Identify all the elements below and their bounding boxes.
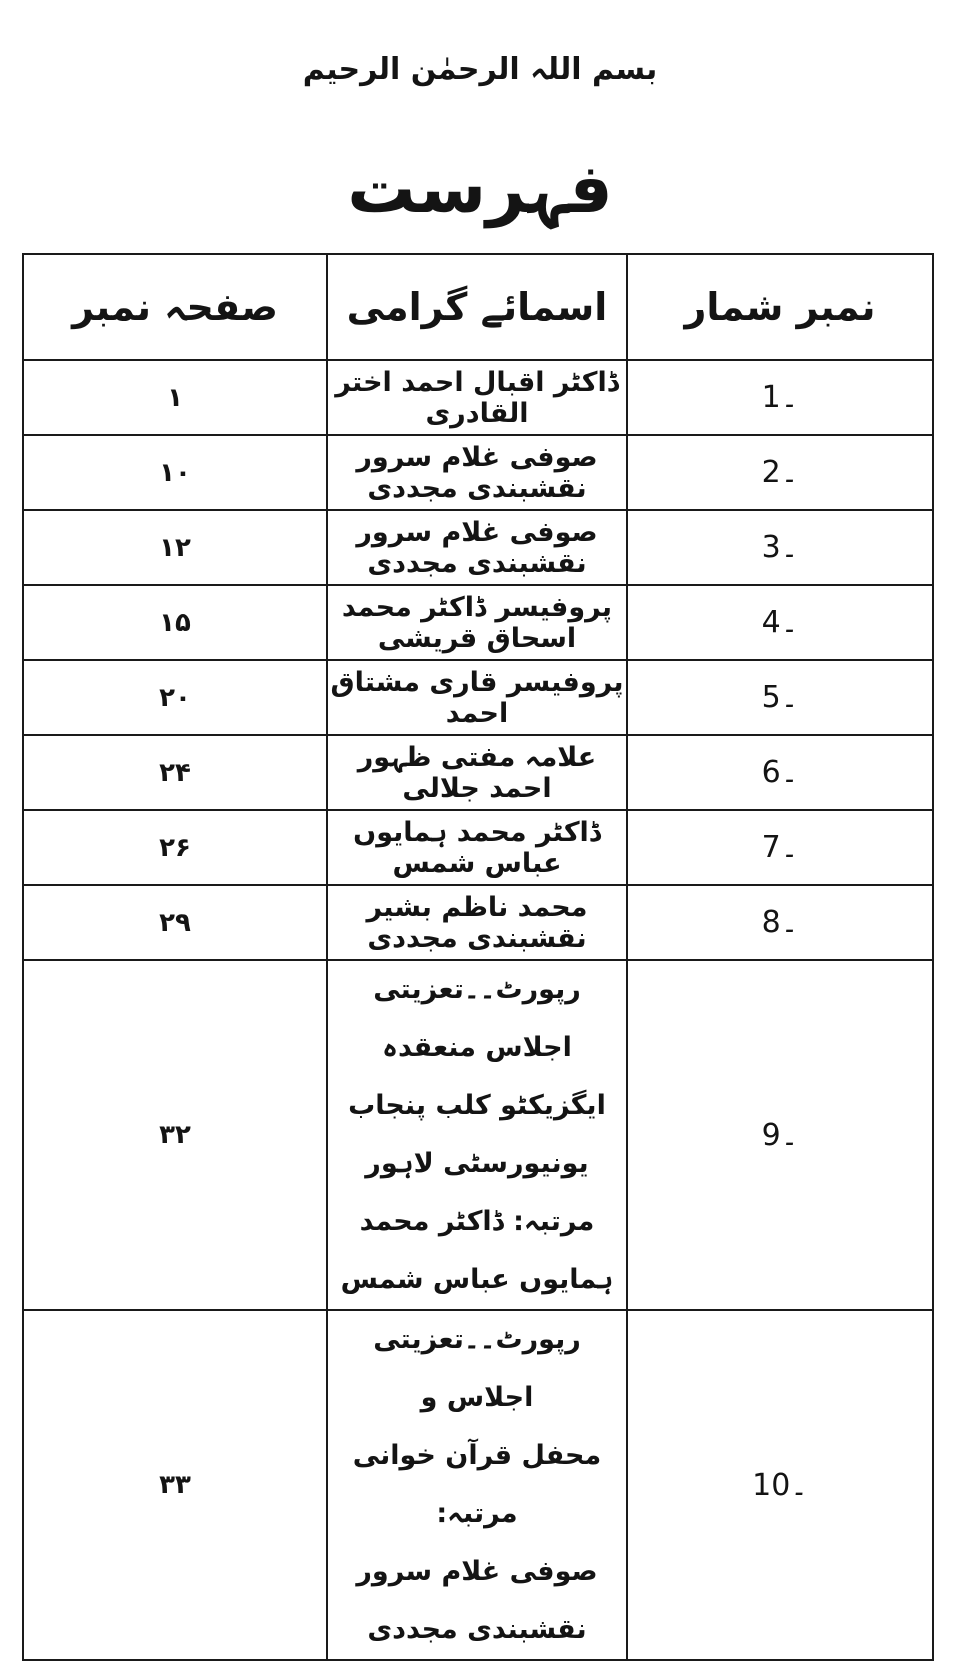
serial-cell: 9۔ — [627, 960, 933, 1310]
serial-cell: 8۔ — [627, 885, 933, 960]
column-header-page: صفحہ نمبر — [23, 254, 327, 360]
name-line: محفل قرآن خوانی — [352, 1440, 602, 1471]
table-row — [23, 960, 933, 1310]
page-number-cell: ۱۲ — [23, 510, 327, 585]
page-number-cell: ۳۳ — [23, 1310, 327, 1660]
serial-cell: 3۔ — [627, 510, 933, 585]
table-row — [23, 360, 933, 435]
name-line: مرتبہ: ڈاکٹر محمد ہمایوں عباس شمس — [340, 1206, 614, 1295]
name-line: صوفی غلام سرور نقشبندی مجددی — [356, 1556, 598, 1645]
serial-cell: 5۔ — [627, 660, 933, 735]
name-cell: پروفیسر ڈاکٹر محمد اسحاق قریشی — [327, 585, 627, 660]
contents-table — [22, 253, 934, 1661]
serial-cell: 2۔ — [627, 435, 933, 510]
serial-cell: 10۔ — [627, 1310, 933, 1660]
name-cell: ڈاکٹر اقبال احمد اختر القادری — [327, 360, 627, 435]
page-title: فہرست — [347, 150, 613, 229]
table-row — [23, 885, 933, 960]
serial-cell: 6۔ — [627, 735, 933, 810]
name-line: مرتبہ: — [436, 1498, 518, 1529]
page-number-cell: ۲۹ — [23, 885, 327, 960]
name-line: رپورٹ۔۔تعزیتی اجلاس منعقدہ — [373, 974, 581, 1063]
page-number-cell: ۱۵ — [23, 585, 327, 660]
table-row — [23, 810, 933, 885]
table-row — [23, 660, 933, 735]
page-number-cell: ۲۰ — [23, 660, 327, 735]
page-number-cell: ۲۴ — [23, 735, 327, 810]
name-cell: پروفیسر قاری مشتاق احمد — [327, 660, 627, 735]
table-row — [23, 1310, 933, 1660]
table-header-row — [23, 254, 933, 360]
table-row — [23, 510, 933, 585]
name-cell — [327, 960, 627, 1310]
name-cell: علامہ مفتی ظہور احمد جلالی — [327, 735, 627, 810]
page-number-cell: ۱۰ — [23, 435, 327, 510]
page-number-cell: ۲۶ — [23, 810, 327, 885]
column-header-serial: نمبر شمار — [627, 254, 933, 360]
name-line: رپورٹ۔۔تعزیتی اجلاس و — [373, 1324, 581, 1413]
table-row — [23, 435, 933, 510]
name-cell: صوفی غلام سرور نقشبندی مجددی — [327, 435, 627, 510]
serial-cell: 4۔ — [627, 585, 933, 660]
name-line: ایگزیکٹو کلب پنجاب یونیورسٹی لاہور — [348, 1090, 606, 1179]
page-number-cell: ۱ — [23, 360, 327, 435]
name-cell: محمد ناظم بشیر نقشبندی مجددی — [327, 885, 627, 960]
serial-cell: 1۔ — [627, 360, 933, 435]
table-row — [23, 735, 933, 810]
name-cell: ڈاکٹر محمد ہمایوں عباس شمس — [327, 810, 627, 885]
name-cell: صوفی غلام سرور نقشبندی مجددی — [327, 510, 627, 585]
page-number-cell: ۳۲ — [23, 960, 327, 1310]
serial-cell: 7۔ — [627, 810, 933, 885]
bismillah-heading: بسم اللہ الرحمٰن الرحیم — [302, 52, 658, 87]
name-cell — [327, 1310, 627, 1660]
column-header-names: اسمائے گرامی — [327, 254, 627, 360]
table-row — [23, 585, 933, 660]
